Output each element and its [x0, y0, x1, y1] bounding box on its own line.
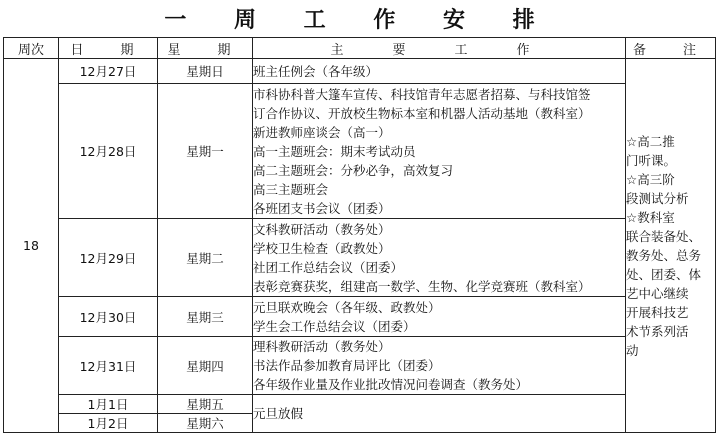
weekday-cell: 星期四 [158, 337, 253, 395]
header-weekday: 星 期 [158, 38, 253, 59]
table-row [4, 84, 716, 219]
work-item: 表彰竞赛获奖，组建高一数学、生物、化学竞赛班（教科室） [253, 278, 591, 294]
table-header-row [4, 38, 716, 59]
weekday-cell: 星期三 [158, 297, 253, 337]
table-row [4, 59, 716, 84]
header-date: 日 期 [59, 38, 158, 59]
work-item: 理科教研活动（教务处） [253, 339, 391, 354]
work-cell [253, 59, 626, 84]
note-line: 开展科技艺 [626, 304, 689, 320]
table-row [4, 219, 716, 297]
work-cell [253, 297, 626, 337]
work-item: 各班团支书会议（团委） [253, 200, 391, 216]
work-cell [253, 84, 626, 219]
work-item: 新进教师座谈会（高一） [253, 124, 391, 140]
note-line: 门听课。 [626, 152, 677, 168]
work-item: 元旦联欢晚会（各年级、政教处） [253, 299, 441, 315]
work-item: 市科协科普大篷车宣传、科技馆青年志愿者招募、与科技馆签 [253, 86, 591, 102]
work-cell [253, 219, 626, 297]
work-item: 高二主题班会：分秒必争，高效复习 [253, 162, 454, 178]
note-cell [626, 59, 716, 433]
weekday-cell: 星期六 [158, 414, 253, 433]
work-item: 社团工作总结会议（团委） [253, 259, 404, 275]
work-item: 学校卫生检查（政教处） [253, 240, 391, 256]
date-cell: 12月31日 [59, 337, 158, 395]
work-item: 书法作品参加教育局评比（团委） [253, 358, 441, 373]
table-row [4, 297, 716, 337]
header-week: 周次 [4, 38, 59, 59]
note-line: 处、团委、体 [626, 266, 702, 282]
holiday-cell: 元旦放假 [253, 395, 626, 433]
header-note: 备 注 [626, 38, 716, 59]
note-line: ☆高三阶 [626, 171, 675, 187]
work-item: 订合作协议、开放校生物标本室和机器人活动基地（教科室） [253, 105, 591, 121]
note-line: ☆教科室 [626, 209, 675, 225]
weekday-cell: 星期五 [158, 395, 253, 414]
note-line: 术节系列活 [626, 323, 689, 339]
date-cell: 1月2日 [59, 414, 158, 433]
note-line: 动 [626, 342, 639, 358]
weekday-cell: 星期二 [158, 219, 253, 297]
work-cell [253, 337, 626, 395]
work-item: 各年级作业量及作业批改情况问卷调查（教务处） [253, 377, 529, 392]
note-line: 联合装备处、 [626, 228, 702, 244]
date-cell: 12月28日 [59, 84, 158, 219]
table-row [4, 337, 716, 395]
work-item: 高一主题班会：期末考试动员 [253, 143, 416, 159]
date-cell: 12月30日 [59, 297, 158, 337]
week-number: 18 [4, 59, 59, 433]
header-work: 主 要 工 作 [253, 38, 626, 59]
work-item: 班主任例会（各年级） [253, 63, 379, 79]
work-item: 高三主题班会 [253, 181, 329, 197]
weekday-cell: 星期一 [158, 84, 253, 219]
note-line: 段测试分析 [626, 190, 689, 206]
note-line: 教务处、总务 [626, 247, 702, 263]
work-item: 学生会工作总结会议（团委） [253, 318, 416, 334]
note-line: ☆高二推 [626, 133, 675, 149]
note-line: 艺中心继续 [626, 285, 689, 301]
date-cell: 12月29日 [59, 219, 158, 297]
date-cell: 1月1日 [59, 395, 158, 414]
schedule-table [3, 37, 716, 433]
page-title: 一 周 工 作 安 排 [164, 7, 555, 33]
date-cell: 12月27日 [59, 59, 158, 84]
table-row [4, 395, 716, 414]
weekday-cell: 星期日 [158, 59, 253, 84]
work-item: 文科教研活动（教务处） [253, 221, 391, 237]
